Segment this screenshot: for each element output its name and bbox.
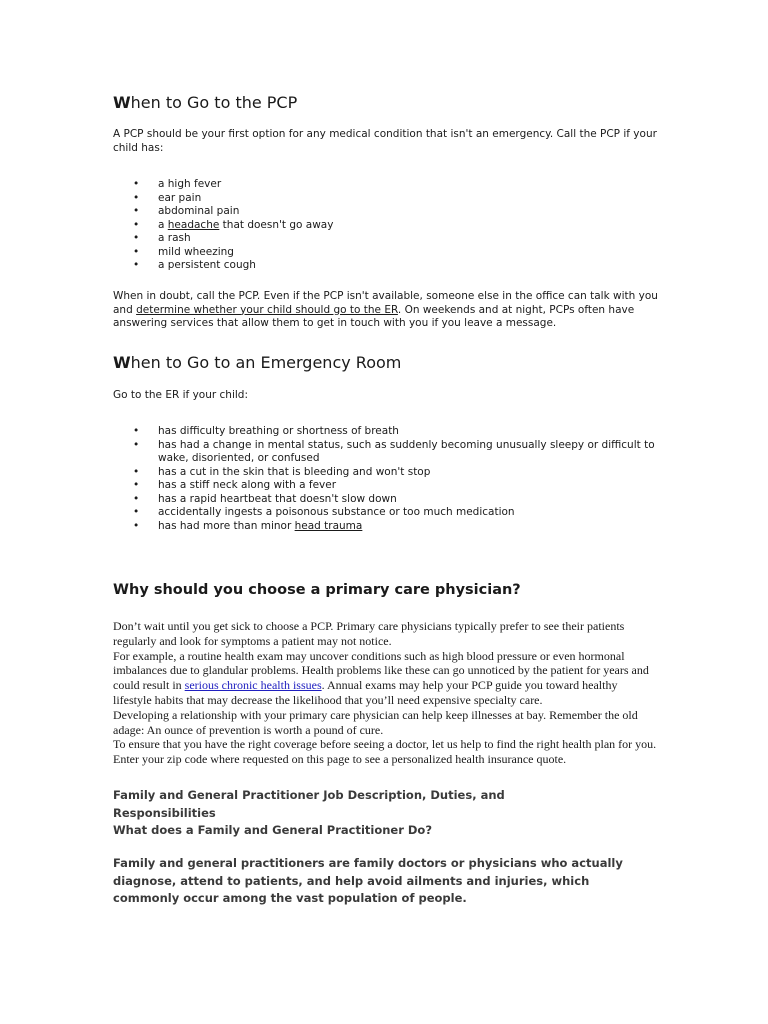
pcp-heading-rest: hen to Go to the PCP	[130, 93, 298, 112]
pcp-symptom-list	[113, 178, 658, 273]
why-paragraph-4: To ensure that you have the right coverage before seeing a doctor, let us help to find the right health plan for you. Enter your zip code where requested on this page to see a personalized health insurance quote.	[113, 737, 657, 767]
why-p2-after: . Annual exams may help your PCP guide you toward healthy lifestyle habits that may decrease the likelihood that you’ll need expensive specialty care.	[113, 678, 618, 707]
list-item	[113, 219, 658, 233]
why-paragraph-1: Don’t wait until you get sick to choose a PCP. Primary care physicians typically prefer to see their patients regularly and look for symptoms a patient may not notice.	[113, 619, 625, 648]
list-item	[113, 506, 658, 520]
list-item	[113, 232, 658, 246]
list-item	[113, 246, 658, 260]
er-heading	[113, 353, 401, 372]
list-item	[113, 205, 658, 219]
list-item-text: abdominal pain	[158, 205, 240, 217]
gp-answer: Family and general practitioners are family doctors or physicians who actually diagnose, attend to patients, and help avoid ailments and injuries, which commonly occur among the vast population of people.	[113, 856, 623, 905]
er-symptom-list	[113, 425, 658, 533]
list-item	[113, 425, 658, 439]
list-item-text: has a stiff neck along with a fever	[158, 479, 337, 491]
list-item-text: mild wheezing	[158, 245, 234, 258]
pcp-heading-initial: W	[113, 93, 131, 112]
er-heading-rest: hen to Go to an Emergency Room	[130, 353, 402, 372]
list-item	[113, 493, 658, 507]
list-item	[113, 520, 658, 534]
list-item	[113, 178, 658, 192]
gp-answer-block	[113, 855, 658, 908]
list-item-link[interactable]: headache	[167, 218, 220, 231]
pcp-intro: A PCP should be your first option for any medical condition that isn't an emergency. Call the PCP if your child has:	[113, 128, 657, 154]
list-item	[113, 479, 658, 493]
why-heading: Why should you choose a primary care physician?	[113, 582, 521, 598]
why-paragraph-3: Developing a relationship with your primary care physician can help keep illnesses at bay. Remember the old adage: An ounce of prevention is worth a pound of cure.	[113, 707, 638, 737]
er-decision-link[interactable]: determine whether your child should go to the ER	[136, 303, 398, 316]
list-item	[113, 192, 658, 206]
er-heading-initial: W	[113, 353, 131, 372]
list-item-text: has a cut in the skin that is bleeding and won't stop	[158, 465, 431, 478]
list-item-text: a high fever	[158, 178, 222, 190]
gp-question: What does a Family and General Practitioner Do?	[113, 823, 433, 837]
list-item	[113, 439, 658, 466]
list-item-text: has difficulty breathing or shortness of breath	[158, 425, 399, 437]
pcp-doubt-paragraph	[113, 290, 658, 331]
why-paragraph-2	[113, 649, 658, 708]
list-item-text: accidentally ingests a poisonous substance or too much medication	[158, 506, 515, 518]
pcp-doubt-text-after: . On weekends and at night, PCPs often have answering services that allow them to get in touch with you if you leave a message.	[113, 303, 635, 329]
chronic-health-link[interactable]: serious chronic health issues	[184, 678, 322, 693]
list-item-text: has had a change in mental status, such as suddenly becoming unusually sleepy or difficult to wake, disoriented, or confused	[158, 438, 655, 464]
list-item-text: a persistent cough	[158, 259, 256, 271]
list-item-text: ear pain	[158, 191, 202, 204]
list-item-text: has a rapid heartbeat that doesn't slow down	[158, 492, 397, 505]
why-body	[113, 619, 658, 767]
list-item-text-after: that doesn't go away	[219, 218, 334, 231]
list-item	[113, 259, 658, 273]
list-item-text: a rash	[158, 232, 191, 244]
why-p2-before: For example, a routine health exam may uncover conditions such as high blood pressure or even hormonal imbalances due to glandular problems. Health problems like these can go unnoticed by the patient for years and could result in	[113, 648, 649, 693]
pcp-heading	[113, 93, 297, 112]
gp-title-block	[113, 787, 573, 840]
pcp-doubt-text-before: When in doubt, call the PCP. Even if the PCP isn't available, someone else in the office can talk with you and	[113, 290, 658, 316]
list-item-text: has had more than minor	[158, 519, 295, 532]
er-intro: Go to the ER if your child:	[113, 389, 248, 401]
list-item	[113, 466, 658, 480]
gp-title: Family and General Practitioner Job Description, Duties, and Responsibilities	[113, 788, 505, 820]
list-item-text: a	[158, 218, 168, 231]
list-item-link[interactable]: head trauma	[294, 519, 363, 532]
